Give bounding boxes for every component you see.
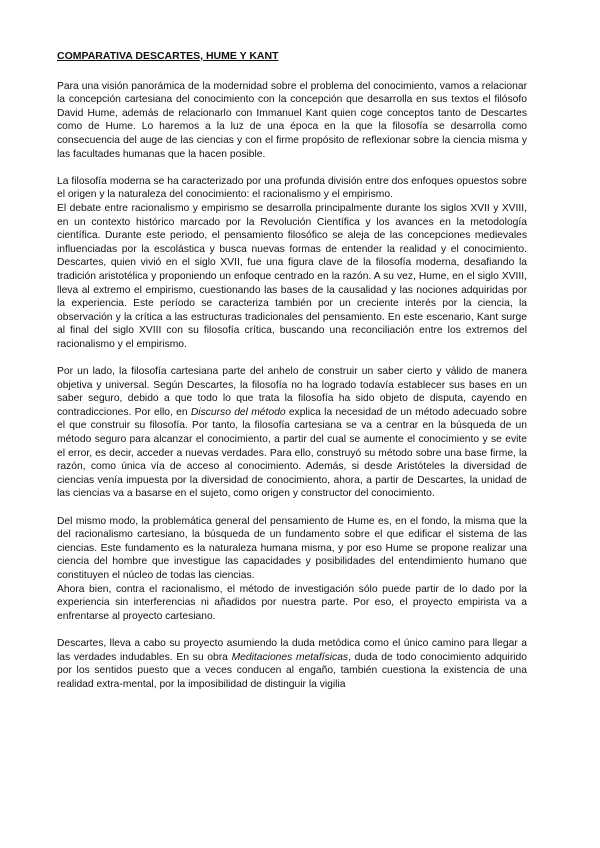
paragraph-text: , duda de todo conocimiento adquirido por los sentidos puesto que a veces conducen al engaño, también cuestiona la existencia de una realidad extra-mental, por la imposibilidad de distinguir la vigilia	[57, 651, 527, 690]
paragraph-cartesian	[57, 365, 527, 501]
book-title-meditaciones: Meditaciones metafísicas	[231, 651, 349, 663]
paragraph-hume: Del mismo modo, la problemática general del pensamiento de Hume es, en el fondo, la misma que la del racionalismo cartesiano, la búsqueda de un fundamento sobre el que edificar el sistema de las ciencias. Este fundamento es la naturaleza humana misma, y por eso Hume se propone realizar una ciencia del hombre que investigue las capacidades y posibilidades del entendimiento humano que constituyen el núcleo de todas las ciencias.	[57, 515, 527, 581]
paragraph-spacer	[57, 501, 527, 515]
paragraph-intro: Para una visión panorámica de la modernidad sobre el problema del conocimiento, vamos a relacionar la concepción cartesiana del conocimiento con la concepción que desarrolla en sus textos el filósofo David Hume, además de relacionarlo con Immanuel Kant quien coge conceptos tanto de Descartes como de Hume. Lo haremos a la luz de una época en la que la filosofía se desarrolla como consecuencia del auge de las ciencias y con el firme propósito de reflexionar sobre la ciencia misma y las facultades humanas que la hacen posible.	[57, 80, 527, 160]
paragraph-spacer	[57, 161, 527, 175]
paragraph-spacer	[57, 623, 527, 637]
document-page	[57, 50, 527, 691]
paragraph-spacer	[57, 351, 527, 365]
paragraph-modern-philosophy: La filosofía moderna se ha caracterizado por una profunda división entre dos enfoques opuestos sobre el origen y la naturaleza del conocimiento: el racionalismo y el empirismo.	[57, 175, 527, 201]
paragraph-text: explica la necesidad de un método adecuado sobre el que construir su filosofía. Por tanto, la filosofía cartesiana se va a centrar en la búsqueda de un método seguro para alcanzar el conocimiento, a partir del cual se aumente el conocimiento y se evite el error, es decir, acceder a nuevas verdades. Para ello, construyó su método sobre una base firme, la razón, como única vía de acceso al conocimiento. Además, si desde Aristóteles la diversidad de ciencias venía impuesta por la diversidad de conocimiento, ahora, a partir de Descartes, la unidad de las ciencias va a basarse en el sujeto, como origen y constructor del conocimiento.	[57, 406, 527, 500]
paragraph-text: Descartes, lleva a cabo su proyecto asumiendo la duda metódica como el único camino para llegar a las verdades indudables. En su obra	[57, 637, 527, 663]
paragraph-text: Por un lado, la filosofía cartesiana parte del anhelo de construir un saber cierto y válido de manera objetiva y universal. Según Descartes, la filosofía no ha logrado todavía establecer sus bases en un saber seguro, debido a que todo lo que trata la filosofía ha sido objeto de disputa, cayendo en contradicciones. Por ello, en	[57, 366, 527, 418]
book-title-discurso: Discurso del método	[190, 406, 286, 418]
paragraph-debate-context: El debate entre racionalismo y empirismo se desarrolla principalmente durante los siglos XVII y XVIII, en un contexto histórico marcado por la Revolución Científica y los avances en la metodología científica. Durante este periodo, el pensamiento filosófico se aleja de las concepciones medievales influenciadas por la escolástica y busca nuevas formas de entender la realidad y el conocimiento. Descartes, quien vivió en el siglo XVII, fue una figura clave de la filosofía moderna, desafiando la tradición aristotélica y proponiendo un enfoque centrado en la razón. A su vez, Hume, en el siglo XVIII, lleva al extremo el empirismo, cuestionando las bases de la causalidad y las nociones adquiridas por la experiencia. Este período se caracteriza también por un creciente interés por la ciencia, la observación y la crítica a las estructuras tradicionales del pensamiento. En este escenario, Kant surge al final del siglo XVIII con su filosofía crítica, buscando una reconciliación entre los extremos del racionalismo y el empirismo.	[57, 202, 527, 350]
document-title: COMPARATIVA DESCARTES, HUME Y KANT	[57, 50, 279, 62]
paragraph-methodic-doubt	[57, 637, 527, 691]
paragraph-empiricist-method: Ahora bien, contra el racionalismo, el método de investigación sólo puede partir de lo dado por la experiencia sin interferencias ni añadidos por nuestra parte. Por eso, el proyecto empirista va a enfrentarse al proyecto cartesiano.	[57, 583, 527, 622]
